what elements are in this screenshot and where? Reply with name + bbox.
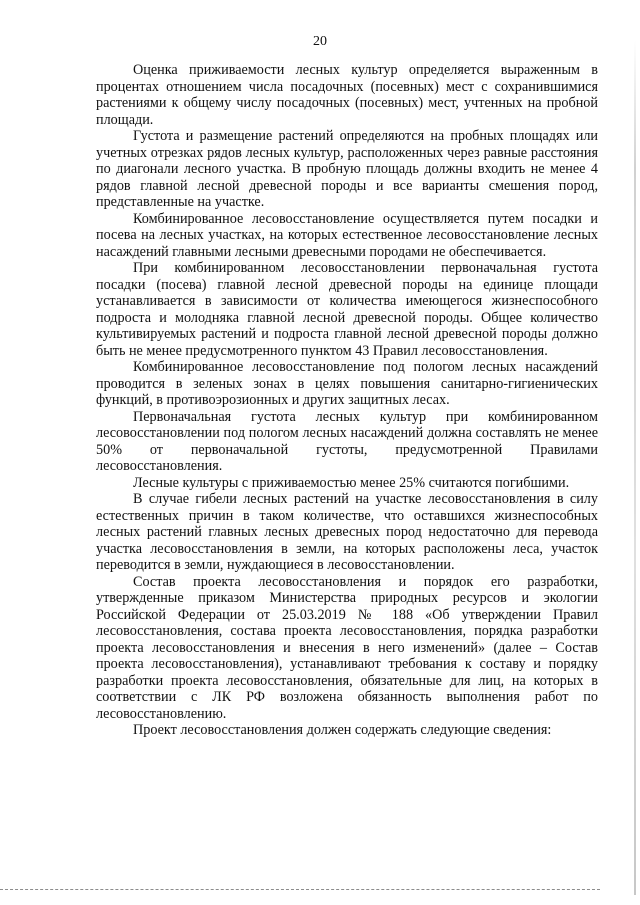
document-body <box>96 62 598 739</box>
paragraph-under-canopy: Комбинированное лесовосстановление под пологом лесных насаждений проводится в зеленых зонах в целях повышения санитарно-гигиенических функций, в противоэрозионных и других защитных лесах. <box>96 359 598 408</box>
scan-edge-right <box>634 40 636 895</box>
paragraph-survival-rate: Оценка приживаемости лесных культур определяется выраженным в процентах отношением числа посадочных (посевных) мест с сохранившимися растениями к общему числу посадочных (посевных) мест, учтенных на пробной площади. <box>96 62 598 128</box>
paragraph-combined-reforestation: Комбинированное лесовосстановление осуществляется путем посадки и посева на лесных участках, на которых естественное лесовосстановление лесных насаждений главными лесными древесными породами не обеспечивается. <box>96 210 598 260</box>
paragraph-plant-death: В случае гибели лесных растений на участке лесовосстановления в силу естественных причин в таком количестве, что оставшихся жизнеспособных лесных растений главных лесных древесных пород недостаточно для перевода участка лесовосстановления в земли, на которых расположены леса, участок переводится в земли, нуждающиеся в лесовосстановлении. <box>96 491 598 573</box>
scan-edge-bottom <box>0 889 600 890</box>
paragraph-under-canopy-density: Первоначальная густота лесных культур при комбинированном лесовосстановлении под пологом лесных насаждений должна составлять не менее 50% от первоначальной густоты, предусмотренной Правилами лесовосстановления. <box>96 408 598 474</box>
paragraph-dead-cultures: Лесные культуры с приживаемостью менее 25% считаются погибшими. <box>133 474 570 491</box>
paragraph-initial-density: При комбинированном лесовосстановлении первоначальная густота посадки (посева) главной лесной древесной породы на единице площади устанавливается в зависимости от количества имеющегося жизнеспособного подроста и молодняка главной лесной древесной породы. Общее количество культивируемых растений и подроста главной лесной древесной породы должно быть не менее предусмотренного пунктом 43 Правил лесовосстановления. <box>96 260 598 359</box>
page-number: 20 <box>313 34 327 49</box>
paragraph-project-composition: Состав проекта лесовосстановления и порядок его разработки, утвержденные приказом Министерства природных ресурсов и экологии Российской Федерации от 25.03.2019 № 188 «Об утверждении Правил лесовосстановления, состава проекта лесовосстановления, порядка разработки проекта лесовосстановления и внесения в него изменений» (далее – Состав проекта лесовосстановления), устанавливают требования к составу и порядку разработки проекта лесовосстановления, обязательные для лиц, на которых в соответствии с ЛК РФ возложена обязанность выполнения работ по лесовосстановлению. <box>96 573 598 722</box>
paragraph-project-contents: Проект лесовосстановления должен содержать следующие сведения: <box>133 722 552 738</box>
paragraph-density-placement: Густота и размещение растений определяются на пробных площадях или учетных отрезках рядов лесных культур, расположенных через равные расстояния по диагонали лесного участка. В пробную площадь должны входить не менее 4 рядов главной лесной древесной породы и все варианты смешения пород, представленные на участке. <box>96 128 598 210</box>
